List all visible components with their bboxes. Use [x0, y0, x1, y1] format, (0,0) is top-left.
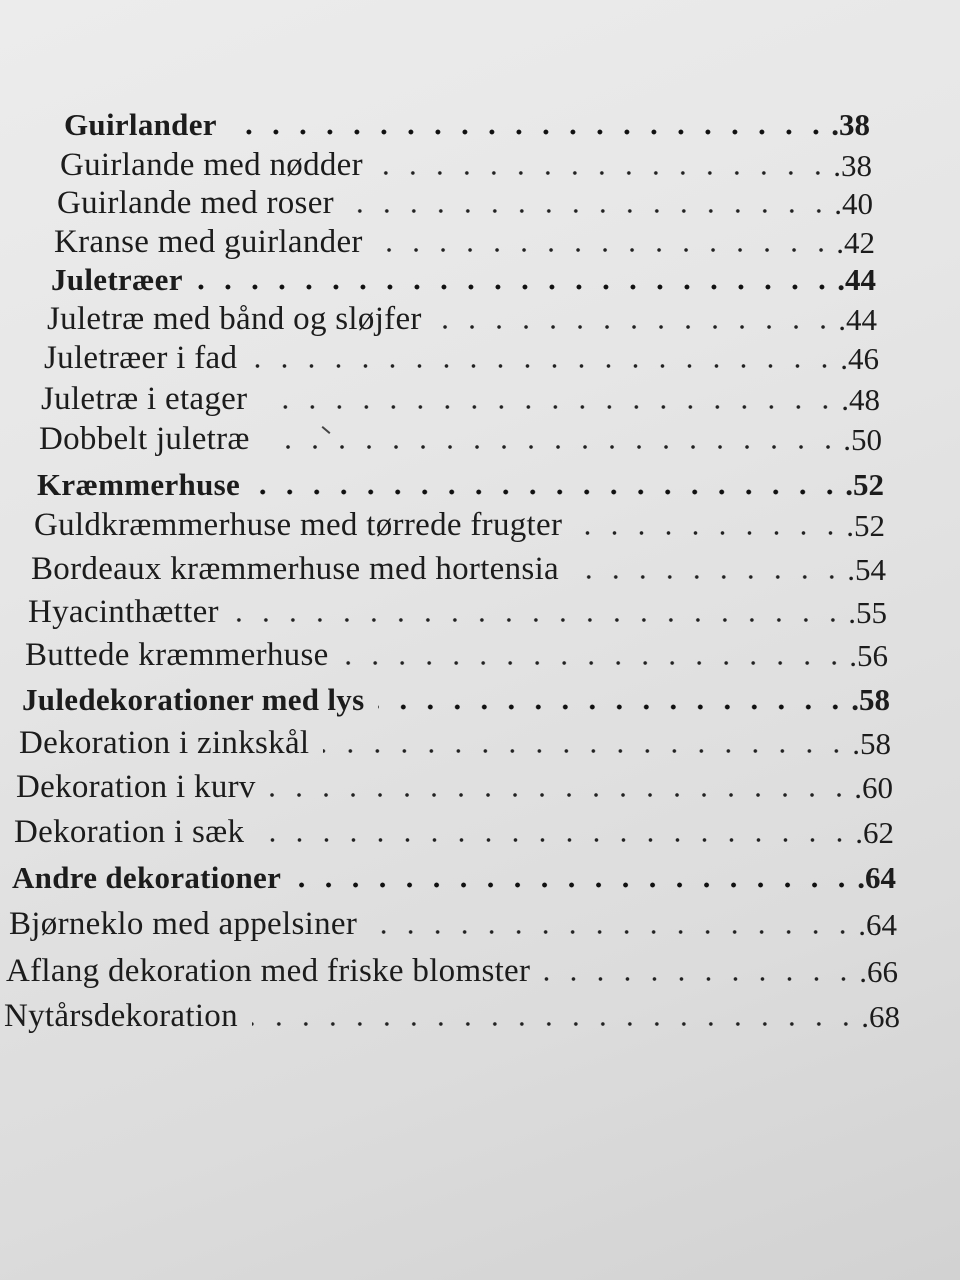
dot-leader: [258, 837, 853, 843]
dot-leader: [343, 660, 848, 666]
toc-entry-row: [28, 591, 887, 631]
toc-page-number: .48: [841, 382, 880, 417]
toc-entry-row: [57, 182, 873, 222]
toc-entry-title: Dobbelt juletræ: [39, 421, 250, 457]
toc-section-title: Guirlander: [64, 107, 217, 142]
dot-leader: [377, 247, 835, 253]
dot-leader: [377, 170, 831, 176]
toc-page-number: .56: [849, 638, 888, 673]
toc-section-row: [37, 463, 884, 503]
toc-page-number: .42: [836, 225, 875, 260]
toc-section-row: [51, 258, 876, 298]
toc-entry-row: [9, 903, 897, 943]
toc-entry-row: [60, 144, 872, 184]
toc-entry-row: [14, 811, 894, 851]
toc-entry-row: [25, 634, 888, 674]
dot-leader: [436, 324, 837, 330]
toc-page-number: .64: [858, 907, 897, 942]
toc-page-number: .58: [851, 682, 890, 717]
toc-entry-title: Guldkræmmerhuse med tørrede frugter: [34, 507, 563, 543]
toc-page-number: .54: [847, 552, 886, 587]
toc-entry-title: Buttede kræmmerhuse: [25, 637, 329, 673]
dot-leader: [573, 574, 845, 580]
dot-leader: [544, 976, 857, 982]
toc-section-title: Andre dekorationer: [12, 860, 282, 895]
toc-section-title: Juletræer: [51, 262, 183, 297]
toc-entry-row: [47, 298, 877, 338]
toc-entry-title: Juletræer i fad: [44, 340, 238, 376]
toc-entry-title: Guirlande med roser: [57, 185, 334, 221]
toc-entry-title: Guirlande med nødder: [60, 147, 363, 183]
toc-entry-row: [6, 950, 898, 990]
toc-entry-title: Hyacinthætter: [28, 594, 219, 630]
dot-leader: [251, 363, 838, 369]
toc-page-number: .60: [854, 770, 893, 805]
toc-section-row: [12, 856, 896, 896]
dot-leader: [295, 882, 855, 888]
dot-leader: [270, 792, 853, 798]
dot-leader: [348, 208, 832, 214]
toc-page-number: .38: [833, 148, 872, 183]
toc-page-number: .44: [837, 262, 876, 297]
dot-leader: [233, 617, 846, 623]
toc-entry-row: [44, 337, 879, 377]
dot-leader: [371, 929, 856, 935]
toc-page-number: .52: [846, 508, 885, 543]
toc-page-number: .50: [843, 422, 882, 457]
dot-leader: [197, 284, 835, 290]
toc-page-number: .64: [857, 860, 896, 895]
toc-entry-row: [16, 766, 893, 806]
toc-entry-title: Dekoration i zinkskål: [19, 725, 310, 761]
toc-entry-title: Nytårsdekoration: [4, 998, 238, 1034]
toc-entry-row: [34, 504, 885, 544]
toc-entry-title: Juletræ med bånd og sløjfer: [47, 301, 422, 337]
toc-entry-title: Juletræ i etager: [41, 381, 248, 417]
toc-page-number: .66: [859, 954, 898, 989]
toc-section-title: Kræmmerhuse: [37, 467, 241, 502]
dot-leader: [378, 704, 849, 710]
toc-page-number: .40: [834, 186, 873, 221]
dot-leader: [231, 129, 829, 135]
dot-leader: [252, 1021, 859, 1027]
toc-page-number: .58: [852, 726, 891, 761]
dot-leader: [264, 444, 842, 450]
toc-entry-row: [19, 722, 891, 762]
toc-page-number: .52: [845, 467, 884, 502]
dot-leader: [576, 530, 844, 536]
toc-page-number: .68: [861, 999, 900, 1034]
toc-page-number: .46: [840, 341, 879, 376]
toc-entry-title: Bordeaux kræmmerhuse med hortensia: [31, 551, 559, 587]
toc-page-number: .55: [848, 595, 887, 630]
toc-section-row: [64, 103, 870, 143]
dot-leader: [254, 489, 843, 495]
dot-leader: [261, 404, 839, 410]
toc-entry-row: [39, 418, 882, 458]
toc-page-number: .38: [831, 107, 870, 142]
toc-page-number: .62: [855, 815, 894, 850]
toc-entry-row: [54, 221, 875, 261]
toc-entry-title: Dekoration i sæk: [14, 814, 245, 850]
toc-entry-row: [4, 995, 900, 1035]
toc-entry-row: [31, 548, 886, 588]
toc-page-number: .44: [838, 302, 877, 337]
toc-entry-title: Bjørneklo med appelsiner: [9, 906, 358, 942]
toc-entry-title: Kranse med guirlander: [54, 224, 363, 260]
toc-section-row: [22, 678, 890, 718]
toc-entry-title: Dekoration i kurv: [16, 769, 256, 805]
toc-entry-row: [41, 378, 880, 418]
toc-entry-title: Aflang dekoration med friske blomster: [6, 953, 531, 989]
dot-leader: [323, 748, 850, 754]
toc-section-title: Juledekorationer med lys: [22, 682, 365, 717]
